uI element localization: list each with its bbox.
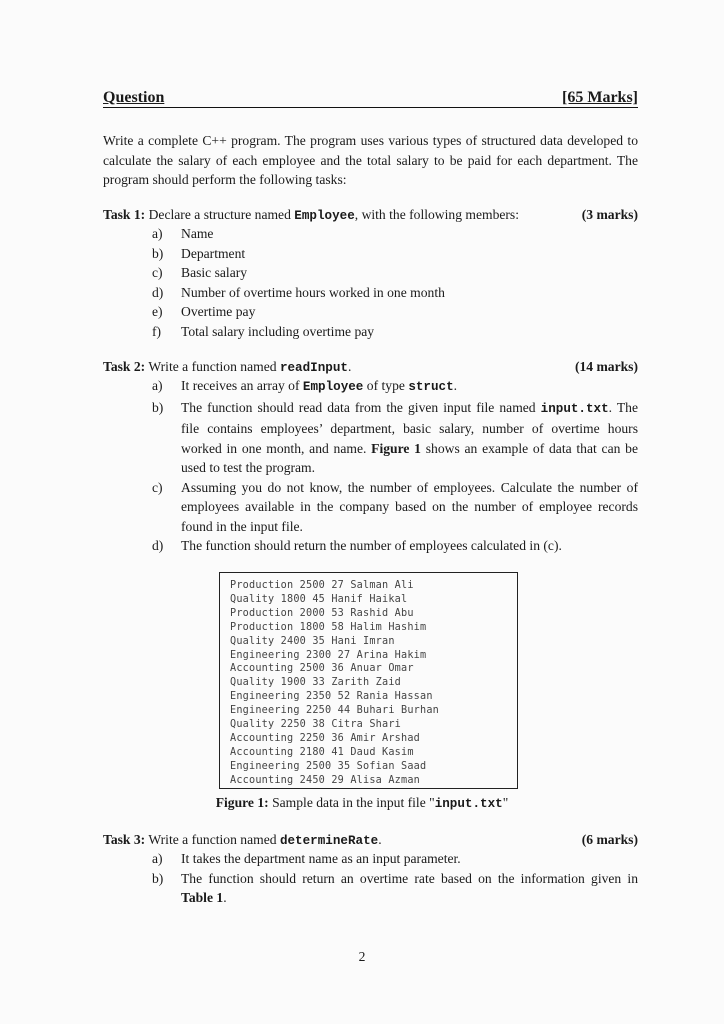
task1-text-before: Declare a structure named xyxy=(148,207,295,222)
list-item: a) It takes the department name as an input parameter. xyxy=(152,851,461,866)
task1-text-after: , with the following members: xyxy=(354,207,519,222)
task1-label: Task 1: xyxy=(103,207,146,222)
figure1-caption: Figure 1: Sample data in the input file "input.txt" xyxy=(215,795,509,811)
data-line: Engineering 2350 52 Rania Hassan xyxy=(230,691,433,703)
list-item: c) Basic salary xyxy=(152,265,248,280)
data-line: Production 2000 53 Rashid Abu xyxy=(230,607,414,619)
task2-text-before: Write a function named xyxy=(148,359,280,374)
task2-marks: (14 marks) xyxy=(574,359,638,374)
list-item: a) It receives an array of Employee of type struct. xyxy=(152,378,458,394)
data-line: Accounting 2250 36 Amir Arshad xyxy=(230,732,421,744)
task3-text-after: . xyxy=(378,832,382,847)
intro-paragraph: Write a complete C++ program. The program uses various types of structured data developed to calculate the salary of each employee and the total salary to be paid for each department. The program should perform the following tasks: xyxy=(103,133,638,187)
task2-code: readInput xyxy=(279,361,348,375)
figure1-label: Figure 1: xyxy=(215,795,269,810)
question-header xyxy=(103,87,638,108)
list-item: b) Department xyxy=(152,245,246,261)
data-line: Quality 2400 35 Hani Imran xyxy=(230,635,395,647)
task2-text-after: . xyxy=(347,359,352,374)
data-line: Quality 1800 45 Hanif Haikal xyxy=(230,593,408,605)
page-number: 2 xyxy=(358,949,366,964)
task1-code: Employee xyxy=(294,209,355,223)
data-line: Accounting 2180 41 Daud Kasim xyxy=(230,746,414,758)
list-item: f) Total salary including overtime pay xyxy=(152,323,375,339)
task3-item-list xyxy=(152,849,638,908)
list-item: b) The function should read data from the given input file named input.txt. The file contains employees’ department, basic salary, number of overtime hours worked in one month, and name. Figure 1 shows an example of data that can be used to test the program. xyxy=(152,399,638,475)
list-item: b) The function should return an overtime rate based on the information given in Table 1. xyxy=(152,870,638,905)
task1-marks: (3 marks) xyxy=(581,207,638,222)
task1-member-list xyxy=(152,224,638,341)
data-line: Quality 2250 38 Citra Shari xyxy=(230,719,402,731)
data-line: Accounting 2450 29 Alisa Azman xyxy=(230,774,421,786)
question-title: Question xyxy=(103,89,165,106)
data-line: Engineering 2300 27 Arina Hakim xyxy=(230,649,427,661)
task3-text-before: Write a function named xyxy=(148,832,280,847)
task3-marks: (6 marks) xyxy=(581,832,638,847)
task3-label: Task 3: xyxy=(103,832,146,847)
task2-item-list xyxy=(152,376,638,556)
list-item: d) Number of overtime hours worked in one month xyxy=(152,284,445,300)
list-item: c) Assuming you do not know, the number of employees. Calculate the number of employees available in the company based on the number of employee records found in the input file. xyxy=(152,479,638,534)
data-line: Engineering 2250 44 Buhari Burhan xyxy=(230,705,440,717)
data-line: Production 1800 58 Halim Hashim xyxy=(230,621,427,633)
list-item: a) Name xyxy=(152,226,214,241)
list-item: d) The function should return the number of employees calculated in (c). xyxy=(152,538,562,553)
data-line: Engineering 2500 35 Sofian Saad xyxy=(230,760,427,772)
data-line: Production 2500 27 Salman Ali xyxy=(230,580,414,591)
total-marks: [65 Marks] xyxy=(562,89,638,106)
data-line: Quality 1900 33 Zarith Zaid xyxy=(230,677,402,689)
task3-code: determineRate xyxy=(279,834,379,848)
list-item: e) Overtime pay xyxy=(152,304,256,319)
sample-data-box xyxy=(219,572,518,789)
task2-label: Task 2: xyxy=(103,359,146,374)
data-line: Accounting 2500 36 Anuar Omar xyxy=(230,663,414,675)
